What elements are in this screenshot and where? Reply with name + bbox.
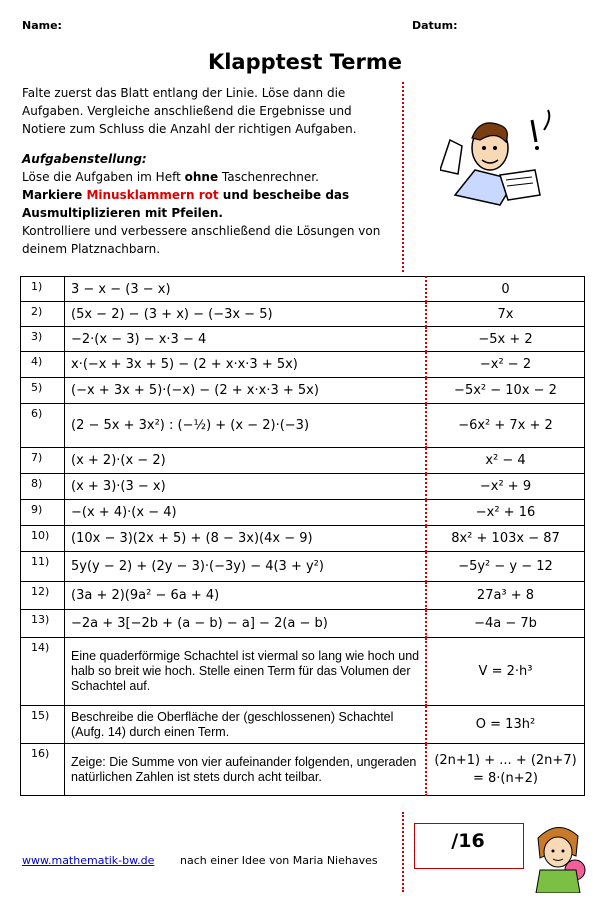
fold-line-bottom xyxy=(402,812,404,892)
task-instructions xyxy=(22,150,392,258)
task-heading: Aufgabenstellung: xyxy=(22,152,147,166)
task-answer: x² − 4 xyxy=(426,448,585,474)
table-row: 11) 5y(y − 2) + (2y − 3)·(−3y) − 4(3 + y²) −5y² − y − 12 xyxy=(21,552,585,582)
task-answer: −5x + 2 xyxy=(426,327,585,352)
table-row: 8) (x + 3)·(3 − x) −x² + 9 xyxy=(21,474,585,500)
cartoon-girl-icon xyxy=(528,818,588,893)
task-expression: (5x − 2) − (3 + x) − (−3x − 5) xyxy=(65,302,427,327)
task-answer: 7x xyxy=(426,302,585,327)
task-answer: O = 13h² xyxy=(426,706,585,744)
task-expression: Zeige: Die Summe von vier aufeinander folgenden, ungeraden natürlichen Zahlen ist stets durch acht teilbar. xyxy=(65,744,427,796)
table-row: 12) (3a + 2)(9a² − 6a + 4) 27a³ + 8 xyxy=(21,582,585,610)
task-answer: −x² + 16 xyxy=(426,500,585,526)
task-answer: −x² + 9 xyxy=(426,474,585,500)
table-row: 9) −(x + 4)·(x − 4) −x² + 16 xyxy=(21,500,585,526)
score-total: /16 xyxy=(451,830,485,852)
footer-link[interactable]: www.mathematik-bw.de xyxy=(22,854,155,867)
task-expression: 3 − x − (3 − x) xyxy=(65,277,427,302)
task-expression: 5y(y − 2) + (2y − 3)·(−3y) − 4(3 + y²) xyxy=(65,552,427,582)
table-row: 13) −2a + 3[−2b + (a − b) − a] − 2(a − b) −4a − 7b xyxy=(21,610,585,638)
task-expression: −(x + 4)·(x − 4) xyxy=(65,500,427,526)
task-expression: −2·(x − 3) − x·3 − 4 xyxy=(65,327,427,352)
task-expression: Eine quaderförmige Schachtel ist viermal so lang wie hoch und halb so breit wie hoch. Stelle einen Term für das Volumen der Schachtel auf. xyxy=(65,638,427,706)
task-answer: V = 2·h³ xyxy=(426,638,585,706)
task-expression: (x + 3)·(3 − x) xyxy=(65,474,427,500)
intro-text: Falte zuerst das Blatt entlang der Linie. Löse dann die Aufgaben. Vergleiche anschließend die Ergebnisse und Notiere zum Schluss die Anzahl der richtigen Aufgaben. xyxy=(22,86,357,136)
table-row: 7) (x + 2)·(x − 2) x² − 4 xyxy=(21,448,585,474)
task-expression: x·(−x + 3x + 5) − (2 + x·x·3 + 5x) xyxy=(65,352,427,378)
task-expression: (−x + 3x + 5)·(−x) − (2 + x·x·3 + 5x) xyxy=(65,378,427,404)
task-answer: (2n+1) + ... + (2n+7) = 8·(n+2) xyxy=(426,744,585,796)
task-expression: (2 − 5x + 3x²) : (−½) + (x − 2)·(−3) xyxy=(65,404,427,448)
task-answer: −4a − 7b xyxy=(426,610,585,638)
fold-line xyxy=(402,82,404,272)
task-line-1: Löse die Aufgaben im Heft ohne Taschenrechner. xyxy=(22,170,319,184)
table-row: 14) Eine quaderförmige Schachtel ist viermal so lang wie hoch und halb so breit wie hoch. Stelle einen Term für das Volumen der Schachtel auf. V = 2·h³ xyxy=(21,638,585,706)
task-answer: 27a³ + 8 xyxy=(426,582,585,610)
table-row: 16) Zeige: Die Summe von vier aufeinander folgenden, ungeraden natürlichen Zahlen ist stets durch acht teilbar. (2n+1) + ... + (2n+7) = 8·(n+2) xyxy=(21,744,585,796)
table-row: 1) 3 − x − (3 − x) 0 xyxy=(21,277,585,302)
task-answer: −6x² + 7x + 2 xyxy=(426,404,585,448)
task-expression: (3a + 2)(9a² − 6a + 4) xyxy=(65,582,427,610)
table-row: 4) x·(−x + 3x + 5) − (2 + x·x·3 + 5x) −x² − 2 xyxy=(21,352,585,378)
table-row: 15) Beschreibe die Oberfläche der (geschlossenen) Schachtel (Aufg. 14) durch einen Term. O = 13h² xyxy=(21,706,585,744)
task-answer: −5y² − y − 12 xyxy=(426,552,585,582)
person-reading-icon xyxy=(440,100,560,210)
date-label: Datum: xyxy=(412,19,458,32)
task-expression: (x + 2)·(x − 2) xyxy=(65,448,427,474)
task-line-2: Markiere Minusklammern rot und bescheibe das Ausmultiplizieren mit Pfeilen. xyxy=(22,188,350,220)
table-row: 3) −2·(x − 3) − x·3 − 4 −5x + 2 xyxy=(21,327,585,352)
task-expression: (10x − 3)(2x + 5) + (8 − 3x)(4x − 9) xyxy=(65,526,427,552)
task-line-3: Kontrolliere und verbessere anschließend die Lösungen von deinem Platznachbarn. xyxy=(22,224,381,256)
task-expression: −2a + 3[−2b + (a − b) − a] − 2(a − b) xyxy=(65,610,427,638)
table-row: 6) (2 − 5x + 3x²) : (−½) + (x − 2)·(−3) −6x² + 7x + 2 xyxy=(21,404,585,448)
table-row: 2) (5x − 2) − (3 + x) − (−3x − 5) 7x xyxy=(21,302,585,327)
task-answer: −5x² − 10x − 2 xyxy=(426,378,585,404)
task-table xyxy=(20,276,585,796)
task-answer: −x² − 2 xyxy=(426,352,585,378)
task-answer: 0 xyxy=(426,277,585,302)
footer-credit: nach einer Idee von Maria Niehaves xyxy=(180,854,378,867)
table-row: 5) (−x + 3x + 5)·(−x) − (2 + x·x·3 + 5x) −5x² − 10x − 2 xyxy=(21,378,585,404)
page-title: Klapptest Terme xyxy=(207,50,403,74)
task-answer: 8x² + 103x − 87 xyxy=(426,526,585,552)
table-row: 10) (10x − 3)(2x + 5) + (8 − 3x)(4x − 9) 8x² + 103x − 87 xyxy=(21,526,585,552)
name-label: Name: xyxy=(22,19,62,32)
task-expression: Beschreibe die Oberfläche der (geschlossenen) Schachtel (Aufg. 14) durch einen Term. xyxy=(65,706,427,744)
